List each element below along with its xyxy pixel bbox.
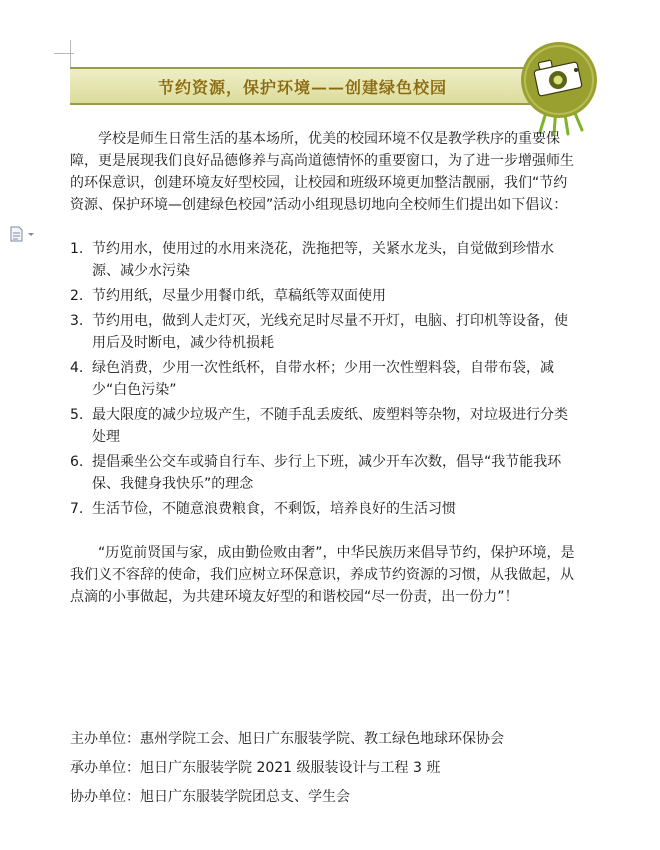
list-item (70, 451, 578, 495)
list-item (70, 285, 578, 307)
list-item (70, 310, 578, 354)
page-title: 节约资源，保护环境——创建绿色校园 (157, 77, 447, 97)
camera-icon (518, 40, 600, 136)
intro-paragraph: 学校是师生日常生活的基本场所，优美的校园环境不仅是教学秩序的重要保障，更是展现我们良好品德修养与高尚道德情怀的重要窗口，为了进一步增强师生的环保意识，创建环境友好型校园，让校园和班级环境更加整洁靓丽，我们“节约资源、保护环境—创建绿色校园”活动小组现恳切地向全校师生们提出如下倡议： (70, 131, 574, 213)
list-item-number: 3. (70, 313, 84, 329)
proposal-list (70, 238, 578, 520)
list-item-number: 6. (70, 454, 84, 470)
list-item-number: 5. (70, 407, 84, 423)
document-body (70, 128, 578, 608)
list-item-text: 提倡乘坐公交车或骑自行车、步行上下班，减少开车次数，倡导“我节能我环保、我健身我快乐”的理念 (92, 454, 562, 492)
list-item-number: 1. (70, 241, 84, 257)
closing-paragraph: “历览前贤国与家，成由勤俭败由奢”，中华民族历来倡导节约，保护环境，是我们义不容辞的使命，我们应树立环保意识，养成节约资源的习惯，从我做起，从点滴的小事做起，为共建环境友好型的和谐校园“尽一份责，出一份力”！ (70, 545, 575, 605)
list-item-text: 生活节俭，不随意浪费粮食，不剩饭，培养良好的生活习惯 (92, 501, 456, 517)
document-icon[interactable] (10, 226, 38, 242)
list-item (70, 498, 578, 520)
list-item-number: 2. (70, 288, 84, 304)
host-organizer: 主办单位：惠州学院工会、旭日广东服装学院、教工绿色地球环保协会 (70, 731, 504, 747)
crop-mark-horizontal (54, 53, 74, 54)
header-banner (70, 67, 535, 105)
list-item (70, 238, 578, 282)
list-item-text: 节约用电，做到人走灯灭，光线充足时尽量不开灯，电脑、打印机等设备，使用后及时断电，减少待机损耗 (92, 313, 568, 351)
list-item (70, 404, 578, 448)
co-organizer: 协办单位：旭日广东服装学院团总支、学生会 (70, 789, 350, 805)
list-item-text: 节约用水，使用过的水用来浇花，洗拖把等，关紧水龙头，自觉做到珍惜水源、减少水污染 (92, 241, 554, 279)
list-item-number: 7. (70, 501, 84, 517)
undertaking-organizer: 承办单位：旭日广东服装学院 2021 级服装设计与工程 3 班 (70, 760, 441, 776)
crop-mark-vertical (70, 40, 71, 70)
list-item (70, 357, 578, 401)
list-item-number: 4. (70, 360, 84, 376)
list-item-text: 最大限度的减少垃圾产生，不随手乱丢废纸、废塑料等杂物，对垃圾进行分类处理 (92, 407, 568, 445)
list-item-text: 节约用纸，尽量少用餐巾纸，草稿纸等双面使用 (92, 288, 386, 304)
list-item-text: 绿色消费，少用一次性纸杯，自带水杯；少用一次性塑料袋，自带布袋，减少“白色污染” (92, 360, 554, 398)
